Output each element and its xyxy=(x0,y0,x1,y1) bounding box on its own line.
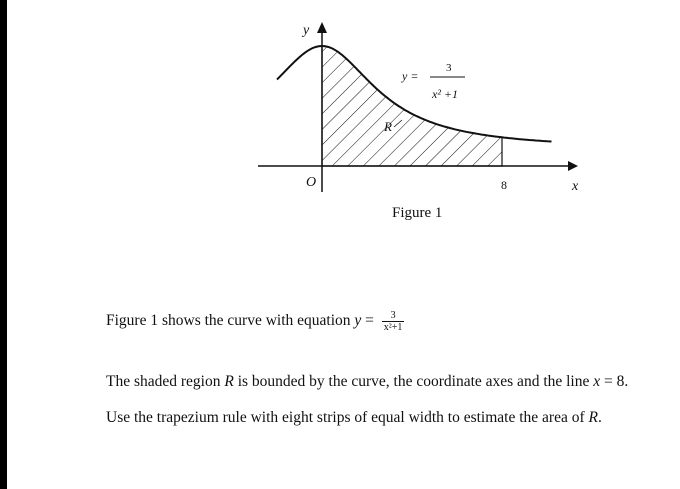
figure-1 xyxy=(0,0,680,240)
equation-statement xyxy=(106,310,404,333)
y-axis-label: y xyxy=(303,23,310,38)
curve-label-denominator: x² +1 xyxy=(432,87,459,101)
equation-numerator: 3 xyxy=(382,310,405,322)
x-axis-label: x xyxy=(572,179,579,194)
task-instruction-prefix: Use the trapezium rule with eight strips of equal width to estimate the area of xyxy=(106,409,589,426)
x-tick-label-8: 8 xyxy=(501,178,507,192)
region-var-r: R xyxy=(224,373,234,390)
region-description-prefix: The shaded region xyxy=(106,373,225,390)
shaded-region-r xyxy=(322,46,502,166)
equation-equals: = xyxy=(361,312,378,330)
y-axis-arrow xyxy=(317,22,327,33)
figure-1-graph xyxy=(0,0,680,240)
x-axis-arrow xyxy=(568,161,578,171)
equation-fraction xyxy=(382,310,405,333)
equation-denominator: x²+1 xyxy=(383,322,403,333)
region-description-middle: is bounded by the curve, the coordinate axes and the line xyxy=(233,373,594,390)
equation-var-y: y xyxy=(354,312,362,330)
region-description xyxy=(106,373,628,391)
region-label: R xyxy=(384,119,392,134)
task-instruction-end: . xyxy=(597,409,602,426)
task-instruction xyxy=(106,409,602,427)
curve-label-lhs: y = xyxy=(402,69,419,83)
task-var-r: R xyxy=(588,409,598,426)
origin-label: O xyxy=(306,175,317,190)
figure-caption: Figure 1 xyxy=(392,205,443,221)
region-var-x: x xyxy=(593,373,601,390)
curve-label-numerator: 3 xyxy=(446,62,452,74)
equation-statement-prefix: Figure 1 shows the curve with equation xyxy=(106,312,355,330)
region-description-end: = 8. xyxy=(600,373,629,390)
